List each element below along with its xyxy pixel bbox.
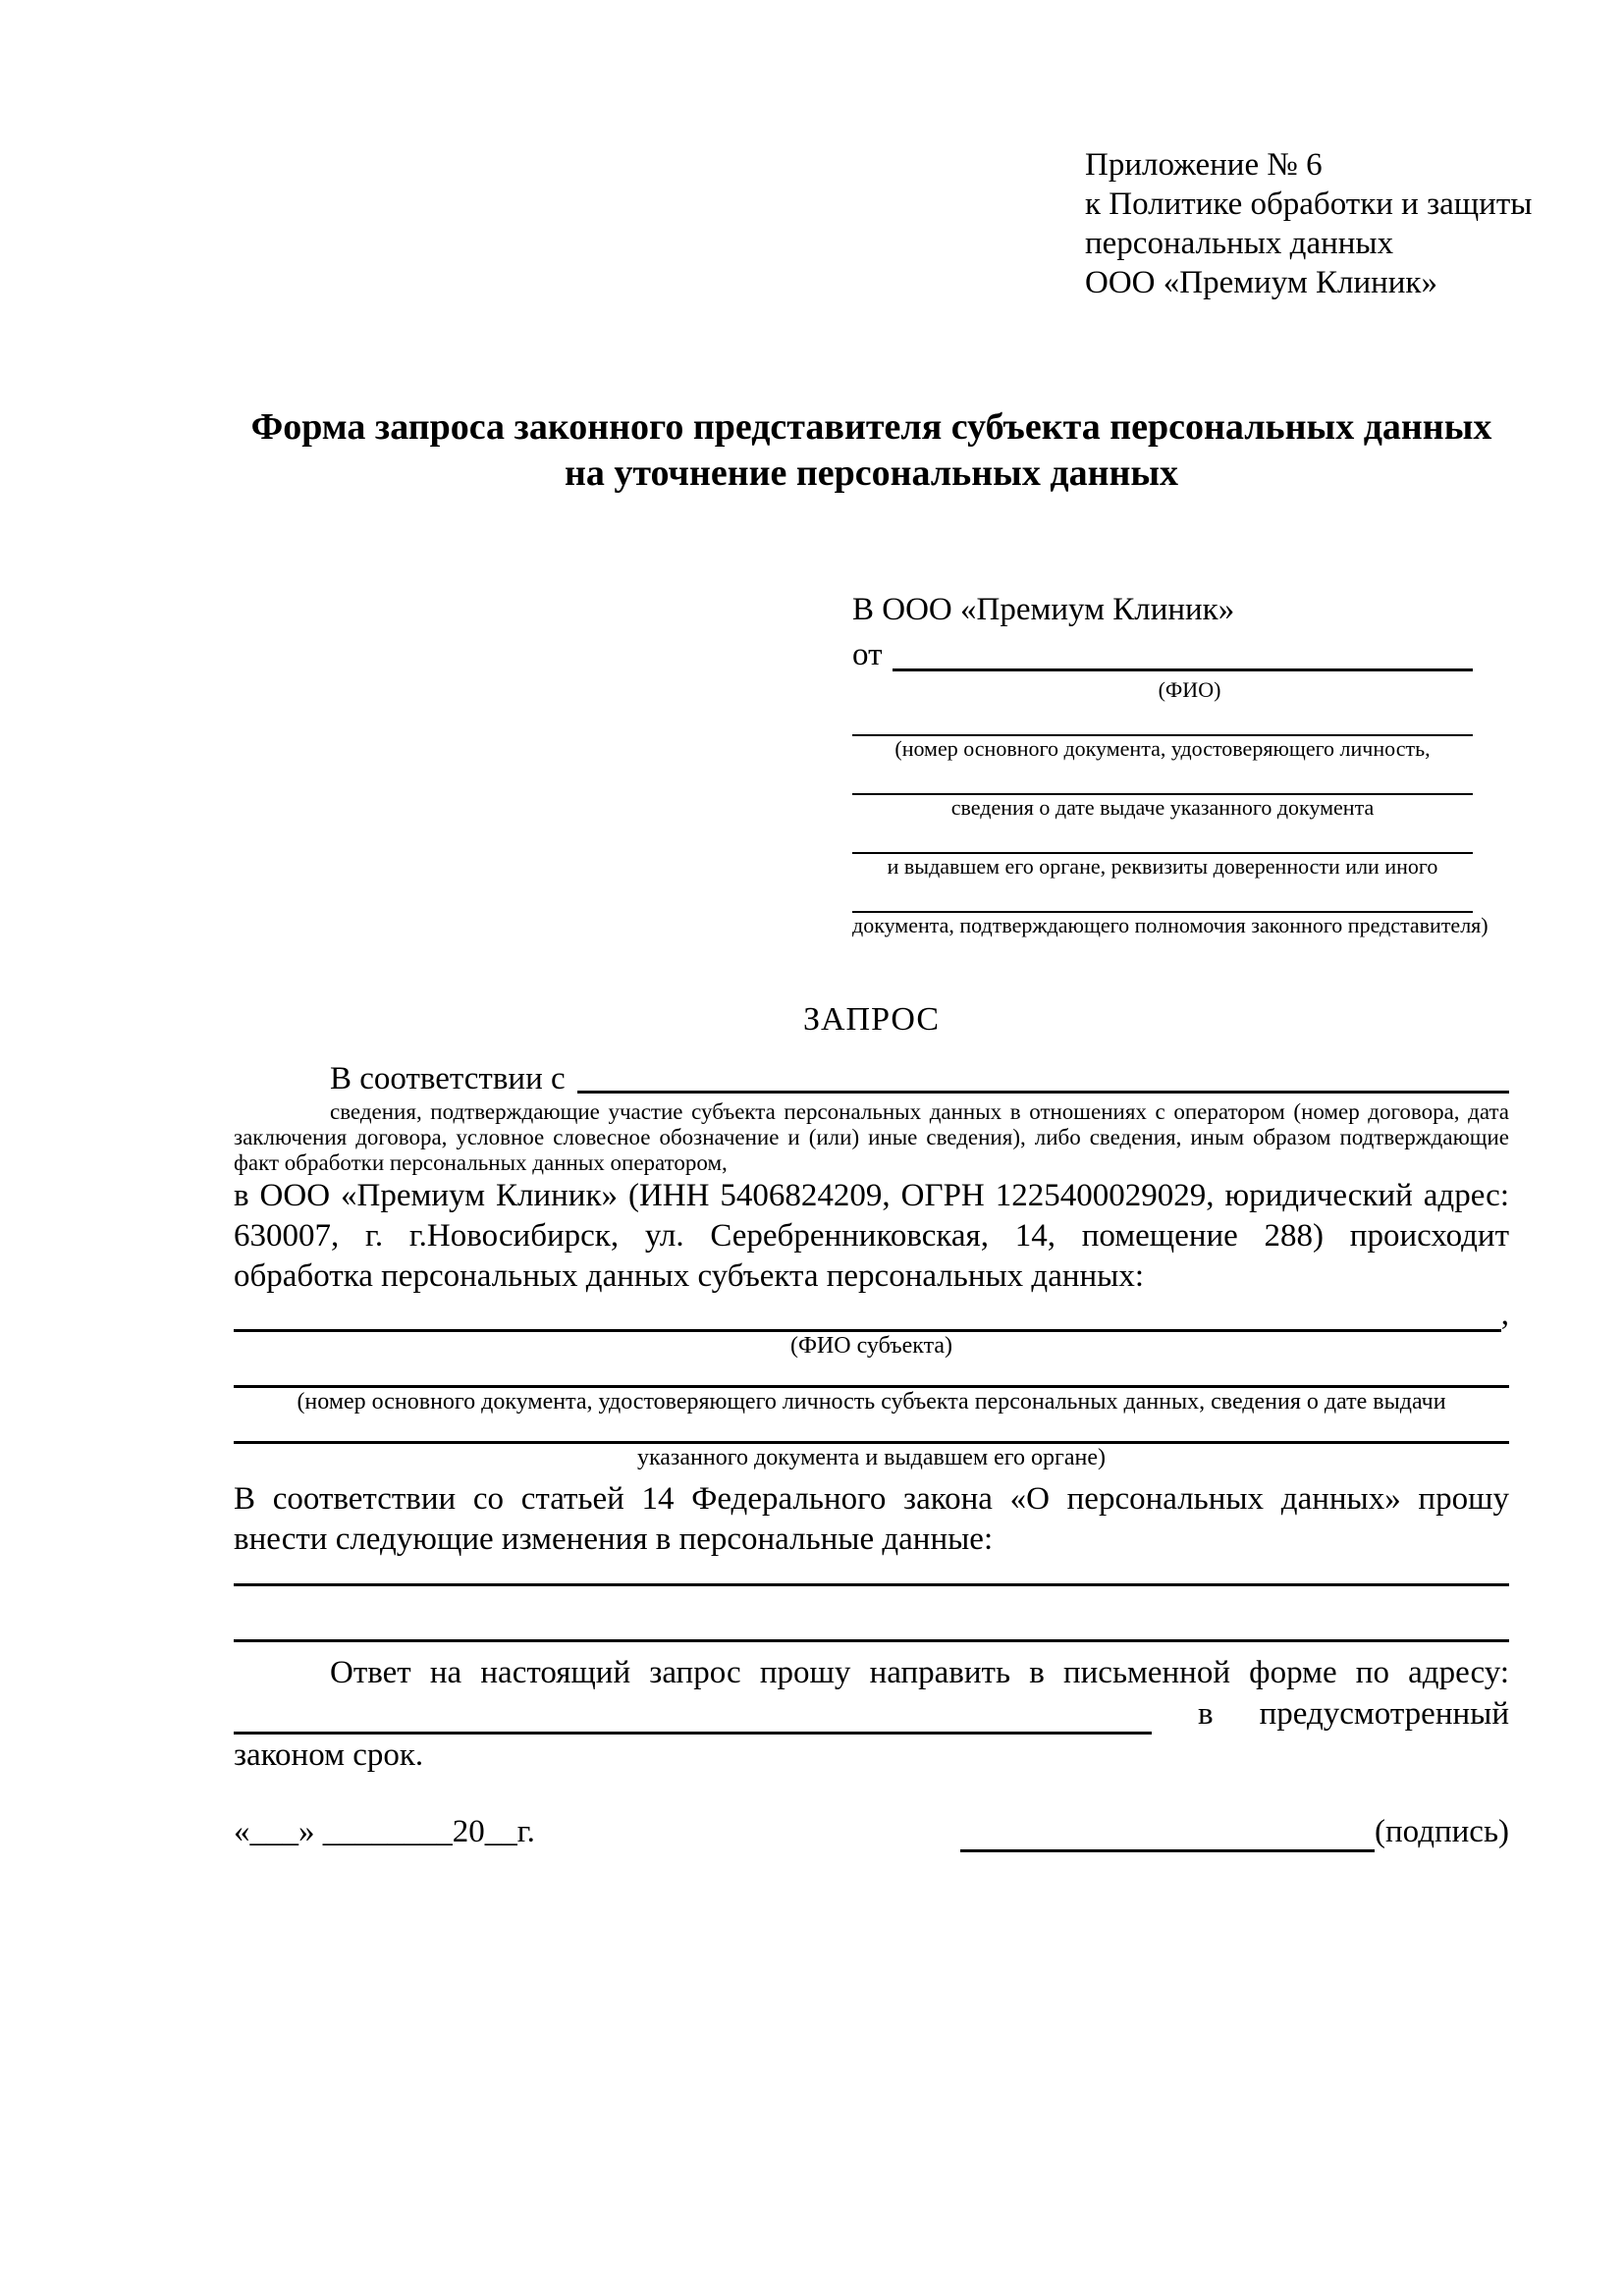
changes-blank-line-2 <box>234 1586 1509 1642</box>
fio-caption: (ФИО) <box>1158 677 1221 702</box>
form-title-line-2: на уточнение персональных данных <box>564 453 1179 494</box>
subject-doc-blank-line-2 <box>234 1415 1509 1444</box>
changes-blank-line-1 <box>234 1560 1509 1586</box>
form-title-line-1: Форма запроса законного представителя субъекта персональных данных <box>250 406 1492 448</box>
signature-blank-line <box>960 1814 1375 1852</box>
annex-line: ООО «Премиум Клиник» <box>1085 265 1437 300</box>
signature-caption: (подпись) <box>1375 1814 1509 1849</box>
answer-word-1: в <box>1198 1696 1214 1732</box>
signature-block <box>960 1811 1509 1852</box>
annex-line: персональных данных <box>1085 226 1394 261</box>
request-heading: ЗАПРОС <box>802 1001 941 1038</box>
representative-doc-blank-line-4 <box>852 880 1473 913</box>
addressee-block <box>852 587 1489 938</box>
subject-doc-blank-line-1 <box>234 1360 1509 1388</box>
representative-doc-blank-line-2 <box>852 762 1473 795</box>
representative-doc-blank-line-3 <box>852 821 1473 854</box>
intro-blank-line <box>577 1058 1509 1094</box>
subject-fio-blank-line <box>234 1309 1501 1332</box>
intro-label: В соответствии с <box>330 1061 566 1096</box>
footer-row <box>234 1811 1509 1852</box>
intro-note: сведения, подтверждающие участие субъекта персональных данных в отношениях с оператором (номер договора, дата заключения договора, условное словесное обозначение и (или) иные сведения), либо сведения, иным образом подтверждающие факт обработки персональных данных оператором, <box>234 1099 1509 1175</box>
representative-doc-caption-4: документа, подтверждающего полномочия законного представителя) <box>852 913 1489 937</box>
from-row <box>852 632 1473 677</box>
form-title <box>234 404 1509 497</box>
subject-doc-caption-2: указанного документа и выдавшем его органе) <box>636 1445 1107 1470</box>
annex-line: Приложение № 6 <box>1085 147 1323 183</box>
from-label: от <box>852 637 883 672</box>
representative-doc-caption-2: сведения о дате выдаче указанного документа <box>950 795 1375 820</box>
subject-doc-caption-1: (номер основного документа, удостоверяющего личность субъекта персональных данных, сведения о дате выдачи <box>297 1389 1446 1415</box>
subject-fio-comma: , <box>1500 1297 1509 1332</box>
subject-fio-row <box>234 1297 1509 1332</box>
annex-block <box>1085 145 1533 302</box>
operator-paragraph: в ООО «Премиум Клиник» (ИНН 5406824209, ОГРН 1225400029029, юридический адрес: 630007, г. г.Новосибирск, ул. Серебренниковская, 14, помещение 288) происходит обработка персональных данных субъекта персональных данных: <box>234 1178 1509 1294</box>
subject-fio-caption: (ФИО субъекта) <box>789 1333 953 1359</box>
representative-doc-caption-1: (номер основного документа, удостоверяющего личность, <box>894 736 1431 761</box>
annex-line: к Политике обработки и защиты <box>1085 187 1533 222</box>
from-blank-line <box>893 632 1474 671</box>
address-row <box>234 1693 1509 1735</box>
addressee-org: В ООО «Премиум Клиник» <box>852 592 1235 627</box>
intro-row <box>234 1058 1509 1099</box>
representative-doc-blank-line-1 <box>852 703 1473 736</box>
address-blank-line <box>234 1696 1152 1735</box>
answer-word-2: предусмотренный <box>1259 1696 1509 1732</box>
representative-doc-caption-3: и выдавшем его органе, реквизиты доверенности или иного <box>887 854 1438 879</box>
date-field: «___» ________20__г. <box>234 1814 535 1849</box>
answer-end: законом срок. <box>234 1737 424 1773</box>
article-paragraph: В соответствии со статьей 14 Федерального закона «О персональных данных» прошу внести следующие изменения в персональные данные: <box>234 1481 1509 1557</box>
answer-paragraph: Ответ на настоящий запрос прошу направить в письменной форме по адресу: <box>330 1655 1509 1690</box>
